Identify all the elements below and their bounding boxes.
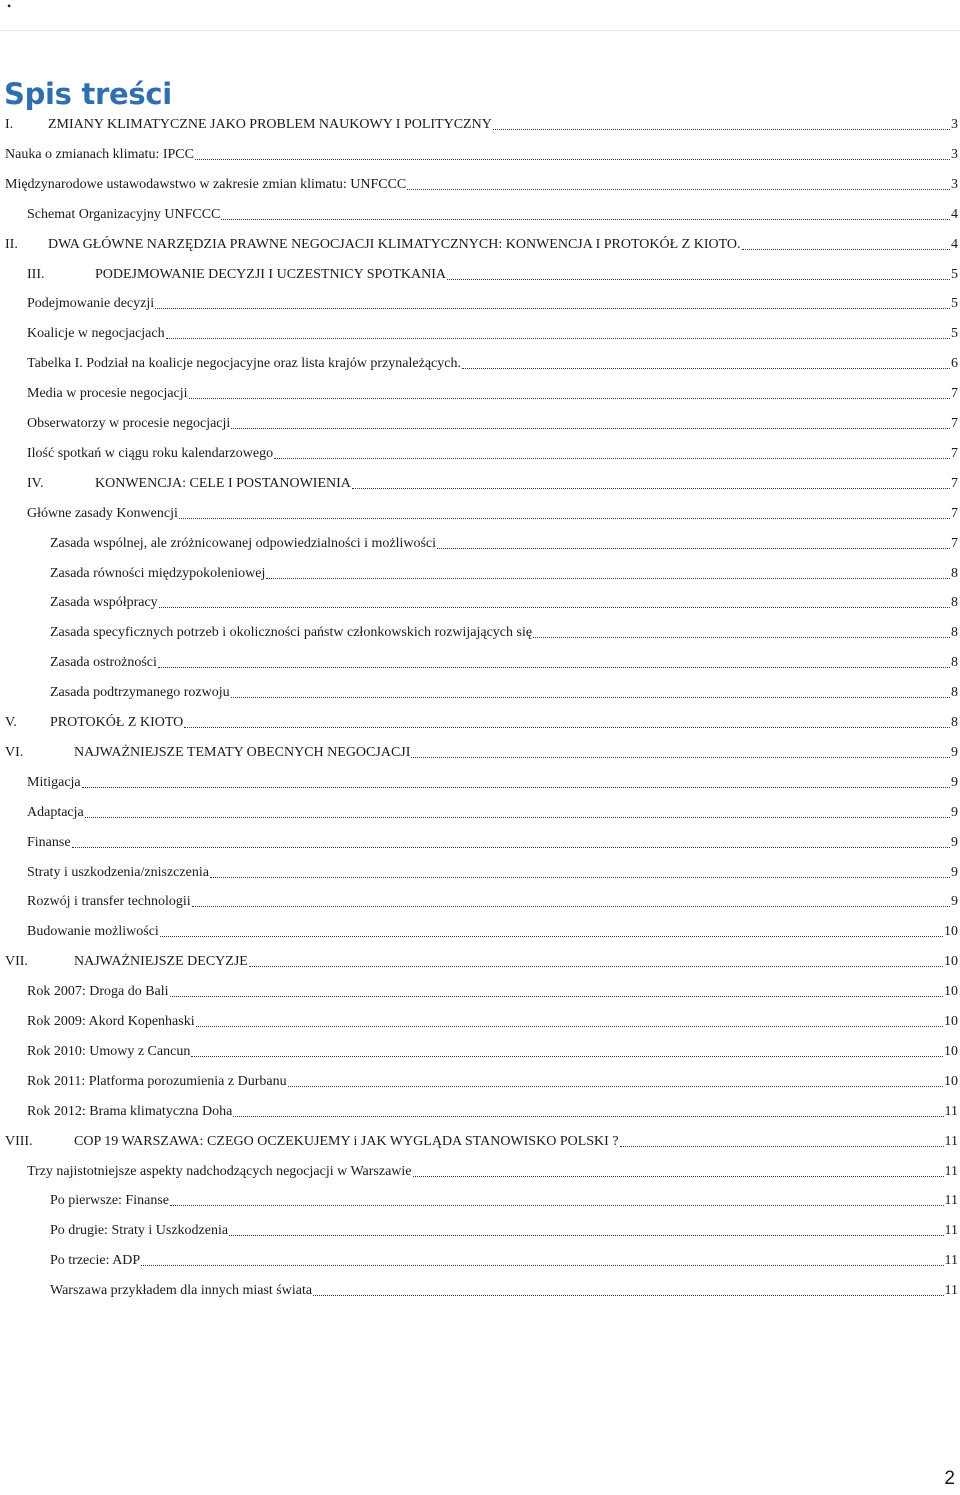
toc-entry-title: Zasada ostrożności xyxy=(50,655,157,671)
toc-entry-number: II. xyxy=(5,236,18,252)
toc-leader-dots xyxy=(210,876,950,878)
toc-leader-dots xyxy=(189,397,950,399)
toc-entry-title: Rok 2011: Platforma porozumienia z Durbanu xyxy=(27,1073,287,1089)
toc-entry-number: III. xyxy=(27,266,45,282)
toc-entry-number: VI. xyxy=(5,744,24,760)
toc-entry-title: Koalicje w negocjacjach xyxy=(27,326,165,342)
toc-entry[interactable] xyxy=(27,349,958,379)
toc-entry[interactable] xyxy=(50,678,958,708)
page-title: Spis treści xyxy=(4,77,172,111)
toc-leader-dots xyxy=(231,696,950,698)
toc-entry-page: 5 xyxy=(951,266,958,282)
toc-entry[interactable] xyxy=(50,588,958,618)
toc-entry[interactable] xyxy=(27,1097,958,1127)
toc-entry[interactable] xyxy=(50,1276,958,1306)
toc-leader-dots xyxy=(411,756,950,758)
toc-entry[interactable] xyxy=(50,1186,958,1216)
toc-entry[interactable] xyxy=(27,858,958,888)
toc-entry[interactable] xyxy=(5,1127,958,1157)
toc-leader-dots xyxy=(195,158,950,160)
toc-entry[interactable] xyxy=(27,1157,958,1187)
toc-entry-page: 9 xyxy=(951,894,958,910)
toc-entry-page: 3 xyxy=(951,146,958,162)
toc-entry[interactable] xyxy=(27,768,958,798)
toc-entry-page: 8 xyxy=(951,655,958,671)
toc-leader-dots xyxy=(179,517,950,519)
toc-leader-dots xyxy=(274,457,950,459)
toc-leader-dots xyxy=(170,995,943,997)
toc-entry-number: I. xyxy=(5,117,14,132)
toc-entry-title: COP 19 WARSZAWA: CZEGO OCZEKUJEMY i JAK WYGLĄDA STANOWISKO POLSKI ? xyxy=(74,1133,619,1149)
header-divider xyxy=(0,30,960,31)
toc-entry-title: Trzy najistotniejsze aspekty nadchodzących negocjacji w Warszawie xyxy=(27,1163,412,1179)
toc-entry[interactable] xyxy=(27,319,958,349)
toc-leader-dots xyxy=(493,128,950,130)
toc-entry-title: Mitigacja xyxy=(27,774,81,790)
toc-entry-title: PODEJMOWANIE DECYZJI I UCZESTNICY SPOTKANIA xyxy=(95,266,447,282)
toc-entry-title: Zasada równości międzypokoleniowej xyxy=(50,565,266,581)
toc-entry[interactable] xyxy=(5,170,958,200)
toc-entry-title: Tabelka I. Podział na koalicje negocjacyjne oraz lista krajów przynależących. xyxy=(27,356,461,372)
toc-entry-page: 7 xyxy=(951,445,958,461)
toc-entry-page: 11 xyxy=(944,1193,958,1209)
toc-entry-page: 4 xyxy=(951,236,958,252)
toc-leader-dots xyxy=(407,188,950,190)
toc-entry-page: 7 xyxy=(951,386,958,402)
toc-entry-page: 11 xyxy=(944,1223,958,1239)
toc-entry[interactable] xyxy=(27,828,958,858)
toc-leader-dots xyxy=(313,1294,943,1296)
toc-leader-dots xyxy=(191,1055,943,1057)
toc-entry-page: 11 xyxy=(944,1283,958,1299)
toc-entry-title: Rok 2010: Umowy z Cancun xyxy=(27,1043,191,1059)
toc-entry-title: Finanse xyxy=(27,834,71,850)
page-number: 2 xyxy=(944,1468,955,1489)
toc-entry-title: Schemat Organizacyjny UNFCCC xyxy=(27,206,221,222)
toc-entry-page: 7 xyxy=(951,505,958,521)
toc-entry[interactable] xyxy=(27,409,958,439)
toc-entry[interactable] xyxy=(5,738,958,768)
toc-entry-title: Zasada wspólnej, ale zróżnicowanej odpowiedzialności i możliwości xyxy=(50,535,437,551)
toc-entry-page: 10 xyxy=(944,1073,958,1089)
toc-leader-dots xyxy=(159,606,950,608)
toc-leader-dots xyxy=(196,1025,943,1027)
toc-entry-page: 6 xyxy=(951,356,958,372)
toc-entry-title: KONWENCJA: CELE I POSTANOWIENIA xyxy=(95,475,351,491)
toc-entry[interactable] xyxy=(5,110,958,140)
bullet-mark: • xyxy=(7,0,12,13)
toc-entry-page: 8 xyxy=(951,565,958,581)
toc-entry-number: V. xyxy=(5,715,17,730)
toc-entry-page: 9 xyxy=(951,834,958,850)
toc-entry[interactable] xyxy=(50,559,958,589)
toc-entry-number: VII. xyxy=(5,954,28,970)
toc-entry[interactable] xyxy=(50,529,958,559)
toc-entry-page: 9 xyxy=(951,774,958,790)
toc-leader-dots xyxy=(249,965,943,967)
toc-entry[interactable] xyxy=(5,140,958,170)
toc-entry[interactable] xyxy=(27,977,958,1007)
toc-entry-page: 7 xyxy=(951,475,958,491)
toc-entry-page: 5 xyxy=(951,296,958,312)
toc-entry-page: 10 xyxy=(944,1043,958,1059)
toc-entry-page: 7 xyxy=(951,535,958,551)
toc-leader-dots xyxy=(155,307,950,309)
toc-entry-title: NAJWAŻNIEJSZE DECYZJE xyxy=(74,954,248,970)
toc-entry-page: 10 xyxy=(944,984,958,1000)
toc-leader-dots xyxy=(160,935,943,937)
toc-entry[interactable] xyxy=(27,887,958,917)
toc-entry-title: Nauka o zmianach klimatu: IPCC xyxy=(5,146,194,162)
toc-entry-page: 7 xyxy=(951,416,958,431)
toc-entry-page: 11 xyxy=(944,1253,958,1269)
toc-leader-dots xyxy=(620,1145,944,1147)
toc-entry-title: NAJWAŻNIEJSZE TEMATY OBECNYCH NEGOCJACJI xyxy=(74,744,411,760)
toc-entry[interactable] xyxy=(50,648,958,678)
toc-entry[interactable] xyxy=(27,798,958,828)
toc-entry[interactable] xyxy=(27,917,958,947)
toc-leader-dots xyxy=(184,726,950,728)
toc-entry-page: 11 xyxy=(944,1133,958,1149)
toc-entry-title: Podejmowanie decyzji xyxy=(27,296,155,312)
toc-entry[interactable] xyxy=(27,469,958,499)
toc-leader-dots xyxy=(533,636,950,638)
toc-leader-dots xyxy=(447,278,950,280)
toc-entry-title: Rozwój i transfer technologii xyxy=(27,894,191,910)
toc-entry-title: Po trzecie: ADP xyxy=(50,1253,141,1269)
toc-entry-title: Zasada podtrzymanego rozwoju xyxy=(50,685,230,701)
toc-entry[interactable] xyxy=(27,289,958,319)
toc-leader-dots xyxy=(231,427,950,429)
toc-entry-number: VIII. xyxy=(5,1133,33,1149)
toc-entry-title: Warszawa przykładem dla innych miast świata xyxy=(50,1283,313,1299)
toc-entry-page: 3 xyxy=(951,117,958,132)
toc-entry-title: Rok 2007: Droga do Bali xyxy=(27,984,169,1000)
toc-entry-title: Główne zasady Konwencji xyxy=(27,505,178,521)
toc-entry[interactable] xyxy=(5,708,958,738)
toc-leader-dots xyxy=(288,1085,943,1087)
toc-entry[interactable] xyxy=(27,260,958,290)
toc-entry-page: 9 xyxy=(951,744,958,760)
toc-leader-dots xyxy=(82,786,950,788)
toc-entry-page: 8 xyxy=(951,595,958,611)
toc-entry-page: 8 xyxy=(951,715,958,730)
toc-entry-page: 10 xyxy=(944,924,958,940)
toc-entry-title: Budowanie możliwości xyxy=(27,924,159,940)
toc-leader-dots xyxy=(266,577,950,579)
toc-entry-title: Zasada współpracy xyxy=(50,595,158,611)
toc-entry-title: Straty i uszkodzenia/zniszczenia xyxy=(27,864,209,880)
toc-entry-page: 10 xyxy=(944,954,958,970)
toc-entry-page: 10 xyxy=(944,1014,958,1029)
toc-entry-page: 5 xyxy=(951,326,958,342)
toc-entry-page: 11 xyxy=(944,1103,958,1119)
toc-entry[interactable] xyxy=(50,1216,958,1246)
toc-leader-dots xyxy=(72,846,950,848)
toc-leader-dots xyxy=(192,905,950,907)
toc-entry-title: ZMIANY KLIMATYCZNE JAKO PROBLEM NAUKOWY I POLITYCZNY xyxy=(48,117,492,132)
toc-entry[interactable] xyxy=(27,1037,958,1067)
toc-entry-title: Media w procesie negocjacji xyxy=(27,386,188,402)
toc-entry-page: 3 xyxy=(951,176,958,192)
toc-entry-number: IV. xyxy=(27,475,44,491)
toc-leader-dots xyxy=(85,816,950,818)
toc-entry[interactable] xyxy=(27,499,958,529)
toc-leader-dots xyxy=(170,1204,944,1206)
toc-leader-dots xyxy=(158,666,950,668)
toc-leader-dots xyxy=(352,487,950,489)
toc-entry[interactable] xyxy=(50,1246,958,1276)
toc-entry-title: Adaptacja xyxy=(27,804,84,820)
toc-entry-title: Obserwatorzy w procesie negocjacji xyxy=(27,416,231,431)
toc-leader-dots xyxy=(413,1175,944,1177)
toc-entry[interactable] xyxy=(27,200,958,230)
toc-entry[interactable] xyxy=(27,379,958,409)
toc-entry-title: Rok 2012: Brama klimatyczna Doha xyxy=(27,1103,233,1119)
toc-entry-title: Po pierwsze: Finanse xyxy=(50,1193,169,1209)
toc-entry[interactable] xyxy=(27,1067,958,1097)
toc-entry-page: 4 xyxy=(951,206,958,222)
toc-entry-page: 9 xyxy=(951,804,958,820)
toc-entry-page: 8 xyxy=(951,685,958,701)
toc-leader-dots xyxy=(229,1234,943,1236)
toc-leader-dots xyxy=(462,367,950,369)
toc-entry-page: 11 xyxy=(944,1163,958,1179)
toc-entry[interactable] xyxy=(27,1007,958,1037)
toc-entry-page: 8 xyxy=(951,625,958,641)
toc-entry-title: PROTOKÓŁ Z KIOTO xyxy=(50,715,184,730)
toc-entry-title: DWA GŁÓWNE NARZĘDZIA PRAWNE NEGOCJACJI KLIMATYCZNYCH: KONWENCJA I PROTOKÓŁ Z KIOTO. xyxy=(48,236,741,252)
toc-entry-title: Ilość spotkań w ciągu roku kalendarzowego xyxy=(27,445,274,461)
toc-entry-title: Po drugie: Straty i Uszkodzenia xyxy=(50,1223,229,1239)
toc-leader-dots xyxy=(233,1115,943,1117)
toc-entry[interactable] xyxy=(5,230,958,260)
toc-entry[interactable] xyxy=(27,439,958,469)
toc-leader-dots xyxy=(141,1264,943,1266)
toc-entry-page: 9 xyxy=(951,864,958,880)
toc-entry[interactable] xyxy=(50,618,958,648)
toc-leader-dots xyxy=(221,218,950,220)
toc-leader-dots xyxy=(437,547,950,549)
toc-entry-title: Zasada specyficznych potrzeb i okoliczności państw członkowskich rozwijających się xyxy=(50,625,533,641)
toc-entry[interactable] xyxy=(5,947,958,977)
toc-leader-dots xyxy=(742,248,951,250)
toc-entry-title: Międzynarodowe ustawodawstwo w zakresie zmian klimatu: UNFCCC xyxy=(5,176,407,192)
toc-entry-title: Rok 2009: Akord Kopenhaski xyxy=(27,1014,195,1029)
toc-leader-dots xyxy=(166,337,950,339)
